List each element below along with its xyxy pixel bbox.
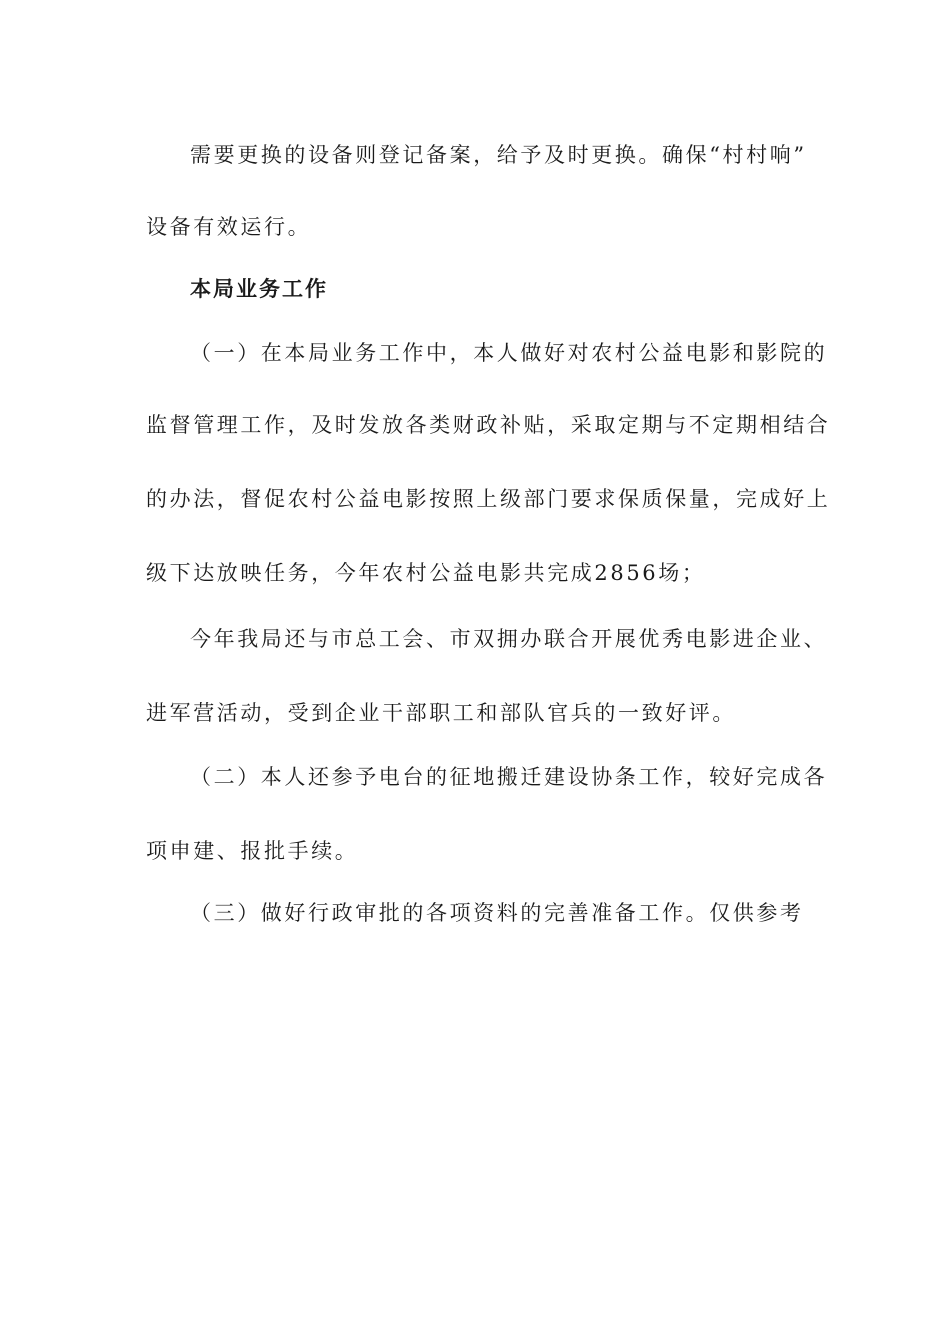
paragraph-line-7: 今年我局还与市总工会、市双拥办联合开展优秀电影进企业、 — [190, 627, 828, 651]
paragraph-line-11: （三）做好行政审批的各项资料的完善准备工作。仅供参考 — [190, 901, 804, 925]
paragraph-line-5: 的办法，督促农村公益电影按照上级部门要求保质保量，完成好上 — [146, 487, 831, 511]
paragraph-line-10: 项申建、报批手续。 — [146, 839, 359, 863]
paragraph-line-8: 进军营活动，受到企业干部职工和部队官兵的一致好评。 — [146, 701, 736, 725]
paragraph-line-4: 监督管理工作，及时发放各类财政补贴，采取定期与不定期相结合 — [146, 413, 831, 437]
section-heading: 本局业务工作 — [190, 277, 328, 301]
paragraph-line-9: （二）本人还参予电台的征地搬迁建设协条工作，较好完成各 — [190, 765, 828, 789]
paragraph-line-3: （一）在本局业务工作中，本人做好对农村公益电影和影院的 — [190, 341, 828, 365]
paragraph-line-1: 需要更换的设备则登记备案，给予及时更换。确保“村村响” — [190, 143, 807, 167]
paragraph-line-2: 设备有效运行。 — [146, 215, 312, 239]
paragraph-line-6: 级下达放映任务，今年农村公益电影共完成2856场； — [146, 561, 706, 585]
